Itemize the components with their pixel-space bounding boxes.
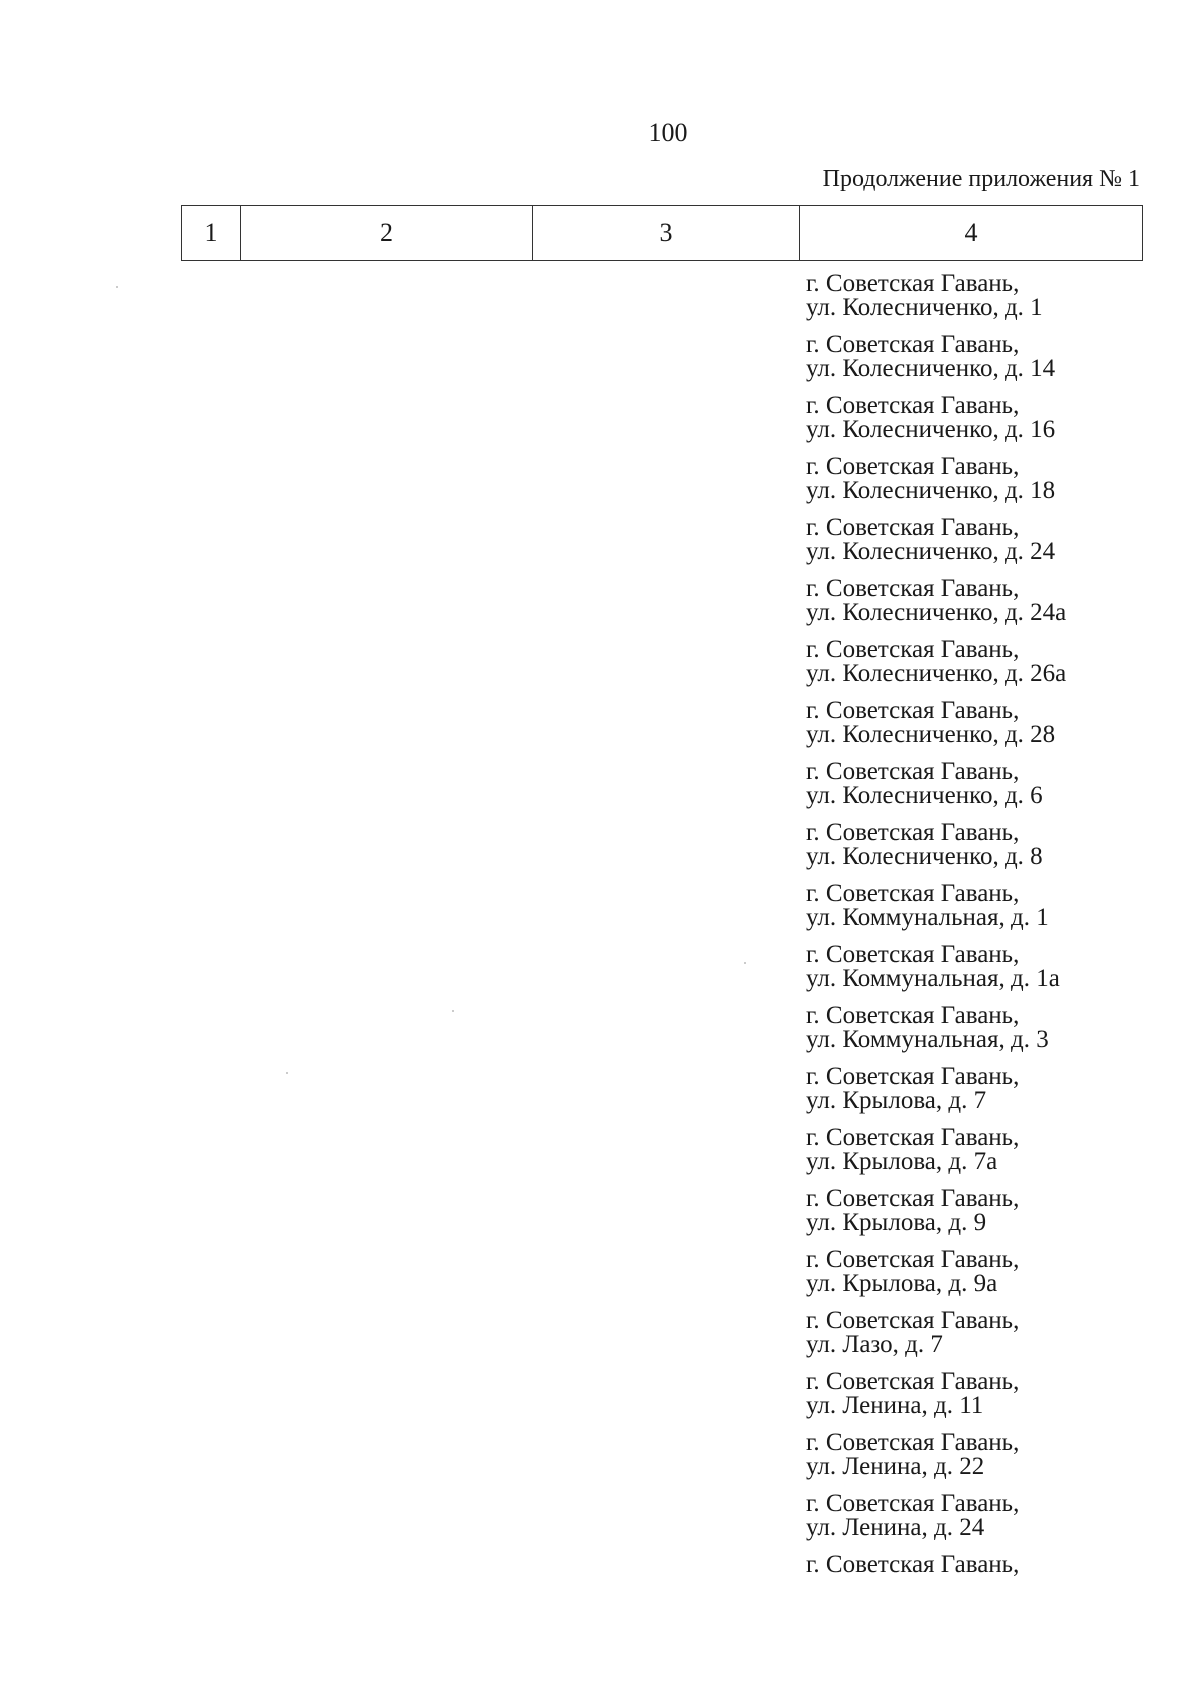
address-city: г. Советская Гавань,	[806, 1490, 1020, 1517]
address-city: г. Советская Гавань,	[806, 880, 1020, 907]
address-entry	[806, 1553, 1166, 1614]
address-entry	[806, 272, 1166, 333]
address-street: ул. Колесниченко, д. 16	[806, 416, 1056, 443]
address-entry	[806, 1187, 1166, 1248]
address-street: ул. Ленина, д. 24	[806, 1514, 985, 1541]
address-entry	[806, 333, 1166, 394]
address-street: ул. Ленина, д. 11	[806, 1392, 984, 1419]
address-street: ул. Крылова, д. 9а	[806, 1270, 998, 1297]
address-entry	[806, 882, 1166, 943]
continuation-label: Продолжение приложения № 1	[822, 166, 1140, 192]
address-street: ул. Колесниченко, д. 14	[806, 355, 1056, 382]
address-street: ул. Коммунальная, д. 1а	[806, 965, 1060, 992]
address-city: г. Советская Гавань,	[806, 331, 1020, 358]
address-entry	[806, 943, 1166, 1004]
address-entry	[806, 1248, 1166, 1309]
address-street: ул. Колесниченко, д. 8	[806, 843, 1043, 870]
address-entry	[806, 760, 1166, 821]
address-street: ул. Колесниченко, д. 24	[806, 538, 1056, 565]
address-entry	[806, 1004, 1166, 1065]
address-city: г. Советская Гавань,	[806, 453, 1020, 480]
address-city: г. Советская Гавань,	[806, 1307, 1020, 1334]
address-entry	[806, 577, 1166, 638]
address-list	[806, 272, 1166, 1614]
address-city: г. Советская Гавань,	[806, 1002, 1020, 1029]
address-city: г. Советская Гавань,	[806, 1368, 1020, 1395]
address-city: г. Советская Гавань,	[806, 1185, 1020, 1212]
address-city: г. Советская Гавань,	[806, 1124, 1020, 1151]
address-entry	[806, 516, 1166, 577]
address-city: г. Советская Гавань,	[806, 941, 1020, 968]
address-street: ул. Колесниченко, д. 6	[806, 782, 1043, 809]
address-street: ул. Ленина, д. 22	[806, 1453, 985, 1480]
column-header-3: 3	[533, 206, 800, 261]
address-street: ул. Колесниченко, д. 1	[806, 294, 1043, 321]
address-street: ул. Крылова, д. 7	[806, 1087, 987, 1114]
scan-speck	[452, 1010, 454, 1012]
scan-speck	[116, 286, 118, 288]
address-street: ул. Коммунальная, д. 1	[806, 904, 1049, 931]
address-entry	[806, 1431, 1166, 1492]
address-city: г. Советская Гавань,	[806, 697, 1020, 724]
address-street: ул. Крылова, д. 7а	[806, 1148, 998, 1175]
address-city: г. Советская Гавань,	[806, 1246, 1020, 1273]
address-street: ул. Крылова, д. 9	[806, 1209, 987, 1236]
address-entry	[806, 821, 1166, 882]
column-header-1: 1	[182, 206, 241, 261]
address-street: ул. Колесниченко, д. 24а	[806, 599, 1067, 626]
address-street: ул. Коммунальная, д. 3	[806, 1026, 1049, 1053]
address-city: г. Советская Гавань,	[806, 270, 1020, 297]
address-entry	[806, 394, 1166, 455]
scan-speck	[744, 962, 746, 964]
address-entry	[806, 1370, 1166, 1431]
scan-speck	[286, 1072, 288, 1074]
column-header-2: 2	[241, 206, 533, 261]
address-city: г. Советская Гавань,	[806, 1063, 1020, 1090]
address-city: г. Советская Гавань,	[806, 575, 1020, 602]
address-entry	[806, 455, 1166, 516]
address-street: ул. Колесниченко, д. 26а	[806, 660, 1067, 687]
address-entry	[806, 1126, 1166, 1187]
address-entry	[806, 1309, 1166, 1370]
address-entry	[806, 638, 1166, 699]
address-city: г. Советская Гавань,	[806, 636, 1020, 663]
address-city: г. Советская Гавань,	[806, 1551, 1020, 1578]
column-header-table	[181, 205, 1143, 261]
address-city: г. Советская Гавань,	[806, 758, 1020, 785]
address-entry	[806, 699, 1166, 760]
page-number: 100	[648, 118, 688, 147]
address-entry	[806, 1492, 1166, 1553]
address-street: ул. Колесниченко, д. 18	[806, 477, 1056, 504]
header-row	[182, 206, 1143, 261]
address-city: г. Советская Гавань,	[806, 819, 1020, 846]
address-street: ул. Колесниченко, д. 28	[806, 721, 1056, 748]
address-city: г. Советская Гавань,	[806, 392, 1020, 419]
address-city: г. Советская Гавань,	[806, 1429, 1020, 1456]
address-city: г. Советская Гавань,	[806, 514, 1020, 541]
column-header-4: 4	[800, 206, 1143, 261]
address-entry	[806, 1065, 1166, 1126]
address-street: ул. Лазо, д. 7	[806, 1331, 943, 1358]
